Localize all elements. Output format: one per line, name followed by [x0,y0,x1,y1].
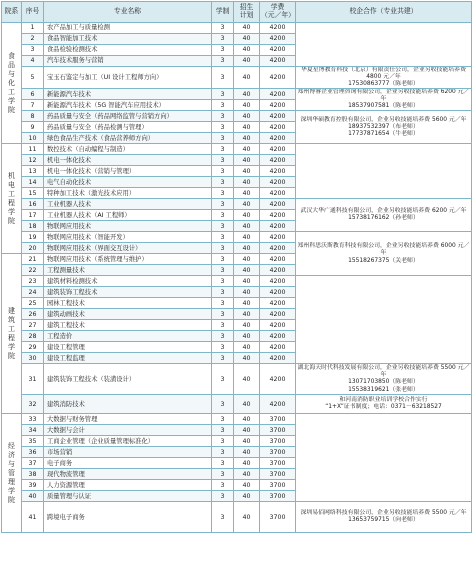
major-name: 物联网应用技术（系统管理与维护） [44,254,212,265]
row-number: 11 [22,144,44,155]
major-name: 电子商务 [44,458,212,469]
study-years: 3 [212,166,234,177]
major-name: 现代物流管理 [44,469,212,480]
row-number: 34 [22,425,44,436]
study-years: 3 [212,133,234,144]
tuition-fee: 4200 [260,320,296,331]
tuition-fee: 4200 [260,221,296,232]
tuition-fee: 4200 [260,155,296,166]
enrollment-plan: 40 [234,23,260,34]
row-number: 25 [22,298,44,309]
table-row [2,276,472,287]
tuition-fee: 3700 [260,447,296,458]
cooperation-info: 郑州博睿企业管理咨询有限公司，企业另收技能培养费 6200 元／年 18537907581（陈老师） [296,89,472,111]
tuition-fee: 4200 [260,287,296,298]
tuition-fee: 3700 [260,414,296,425]
enrollment-plan: 40 [234,353,260,364]
row-number: 20 [22,243,44,254]
cooperation-info: 湖北海天时代科技发展有限公司，企业另收技能培养费 5500 元／年 13071703850（陈老师） 15538319621（张老师） [296,364,472,395]
row-number: 32 [22,395,44,414]
major-name: 工业机器人技术（AI 工程师） [44,210,212,221]
enrollment-plan: 40 [234,232,260,243]
enrollment-table-wrapper [1,1,471,574]
row-number: 12 [22,155,44,166]
enrollment-plan: 40 [234,469,260,480]
enrollment-plan: 40 [234,458,260,469]
row-number: 10 [22,133,44,144]
study-years: 3 [212,395,234,414]
header-years: 学制 [212,2,234,23]
row-number: 19 [22,232,44,243]
tuition-fee: 3700 [260,458,296,469]
table-body [2,23,472,533]
enrollment-plan: 40 [234,254,260,265]
major-name: 农产品加工与质量检测 [44,23,212,34]
enrollment-plan: 40 [234,133,260,144]
enrollment-plan: 40 [234,309,260,320]
cooperation-info [296,23,472,67]
row-number: 30 [22,353,44,364]
enrollment-plan: 40 [234,502,260,533]
major-name: 人力资源管理 [44,480,212,491]
row-number: 18 [22,221,44,232]
college-name: 经济与管理学院 [2,414,22,533]
major-name: 园林工程技术 [44,298,212,309]
major-name: 机电一体化技术 [44,155,212,166]
study-years: 3 [212,342,234,353]
tuition-fee: 3700 [260,480,296,491]
major-name: 建筑装饰工程技术 [44,287,212,298]
table-row [2,502,472,533]
row-number: 21 [22,254,44,265]
row-number: 41 [22,502,44,533]
major-name: 建筑动画技术 [44,309,212,320]
major-name: 大数据与财务管理 [44,414,212,425]
study-years: 3 [212,287,234,298]
tuition-fee: 4200 [260,133,296,144]
enrollment-plan: 40 [234,447,260,458]
tuition-fee: 4200 [260,309,296,320]
study-years: 3 [212,232,234,243]
tuition-fee: 4200 [260,243,296,254]
row-number: 37 [22,458,44,469]
major-name: 食品智能加工技术 [44,34,212,45]
major-name: 工业机器人技术 [44,199,212,210]
cooperation-info [296,414,472,502]
enrollment-plan: 40 [234,210,260,221]
header-major: 专业名称 [44,2,212,23]
row-number: 29 [22,342,44,353]
enrollment-plan: 40 [234,414,260,425]
college-name: 机电工程学院 [2,144,22,254]
enrollment-plan: 40 [234,320,260,331]
row-number: 23 [22,276,44,287]
study-years: 3 [212,491,234,502]
header-fee: 学费 （元／年） [260,2,296,23]
enrollment-plan: 40 [234,395,260,414]
table-row [2,199,472,210]
study-years: 3 [212,353,234,364]
row-number: 22 [22,265,44,276]
tuition-fee: 4200 [260,364,296,395]
major-name: 新能源汽车技术（5G 智能汽车应用技术） [44,100,212,111]
tuition-fee: 3700 [260,491,296,502]
study-years: 3 [212,100,234,111]
study-years: 3 [212,210,234,221]
major-name: 物联网应用技术（智能开发） [44,232,212,243]
tuition-fee: 4200 [260,395,296,414]
study-years: 3 [212,111,234,122]
major-name: 建筑消防技术 [44,395,212,414]
college-name: 建筑工程学院 [2,254,22,414]
enrollment-plan: 40 [234,276,260,287]
major-name: 质量管理与认证 [44,491,212,502]
enrollment-plan: 40 [234,56,260,67]
study-years: 3 [212,436,234,447]
major-name: 药品质量与安全（药品检测与管理） [44,122,212,133]
tuition-fee: 4200 [260,342,296,353]
tuition-fee: 4200 [260,144,296,155]
major-name: 建筑材料检测技术 [44,276,212,287]
enrollment-plan: 40 [234,177,260,188]
study-years: 3 [212,243,234,254]
study-years: 3 [212,320,234,331]
major-name: 特种加工技术（激光技术应用） [44,188,212,199]
enrollment-plan: 40 [234,34,260,45]
tuition-fee: 4200 [260,111,296,122]
tuition-fee: 3700 [260,425,296,436]
row-number: 15 [22,188,44,199]
tuition-fee: 4200 [260,276,296,287]
study-years: 3 [212,177,234,188]
tuition-fee: 4200 [260,89,296,100]
study-years: 3 [212,188,234,199]
row-number: 24 [22,287,44,298]
major-name: 宝玉石鉴定与加工（UI 设计工程师方向） [44,67,212,89]
study-years: 3 [212,155,234,166]
tuition-fee: 3700 [260,469,296,480]
cooperation-info [296,144,472,199]
tuition-fee: 4200 [260,122,296,133]
row-number: 26 [22,309,44,320]
row-number: 16 [22,199,44,210]
major-name: 数控技术（自动编程与制造） [44,144,212,155]
enrollment-plan: 40 [234,243,260,254]
study-years: 3 [212,265,234,276]
header-no: 序号 [22,2,44,23]
study-years: 3 [212,144,234,155]
tuition-fee: 3700 [260,502,296,533]
row-number: 39 [22,480,44,491]
tuition-fee: 4200 [260,23,296,34]
header-college: 院系 [2,2,22,23]
row-number: 6 [22,89,44,100]
major-name: 工程测量技术 [44,265,212,276]
study-years: 3 [212,122,234,133]
tuition-fee: 4200 [260,45,296,56]
study-years: 3 [212,331,234,342]
enrollment-plan: 40 [234,436,260,447]
study-years: 3 [212,34,234,45]
header-row [2,2,472,23]
study-years: 3 [212,458,234,469]
major-name: 绿色食品生产技术（食品营养师方向） [44,133,212,144]
major-name: 建设工程监理 [44,353,212,364]
tuition-fee: 4200 [260,254,296,265]
enrollment-plan: 40 [234,287,260,298]
table-row [2,232,472,243]
row-number: 1 [22,23,44,34]
study-years: 3 [212,199,234,210]
tuition-fee: 4200 [260,199,296,210]
row-number: 38 [22,469,44,480]
row-number: 27 [22,320,44,331]
major-name: 汽车技术服务与营销 [44,56,212,67]
enrollment-plan: 40 [234,298,260,309]
enrollment-plan: 40 [234,45,260,56]
study-years: 3 [212,469,234,480]
major-name: 工商企业管理（企业质量管理标准化） [44,436,212,447]
row-number: 7 [22,100,44,111]
enrollment-plan: 40 [234,364,260,395]
major-name: 药品质量与安全（药品网络监管与营销方向） [44,111,212,122]
enrollment-plan: 40 [234,331,260,342]
enrollment-plan: 40 [234,265,260,276]
major-name: 机电一体化技术（营销与管理） [44,166,212,177]
enrollment-plan: 40 [234,122,260,133]
study-years: 3 [212,276,234,287]
study-years: 3 [212,56,234,67]
tuition-fee: 4200 [260,210,296,221]
enrollment-plan: 40 [234,89,260,100]
row-number: 40 [22,491,44,502]
major-name: 工程造价 [44,331,212,342]
study-years: 3 [212,221,234,232]
table-row [2,111,472,122]
tuition-fee: 4200 [260,100,296,111]
tuition-fee: 4200 [260,177,296,188]
table-row [2,23,472,34]
tuition-fee: 3700 [260,436,296,447]
enrollment-plan: 40 [234,199,260,210]
row-number: 14 [22,177,44,188]
row-number: 17 [22,210,44,221]
cooperation-info: 深圳易佰网络科技有限公司，企业另收技能培养费 5500 元／年 13653759715（向老师） [296,502,472,533]
row-number: 9 [22,122,44,133]
study-years: 3 [212,425,234,436]
study-years: 3 [212,364,234,395]
enrollment-plan: 40 [234,491,260,502]
cooperation-info [296,276,472,364]
row-number: 5 [22,67,44,89]
tuition-fee: 4200 [260,298,296,309]
tuition-fee: 4200 [260,232,296,243]
college-name: 食品与化工学院 [2,23,22,144]
tuition-fee: 4200 [260,353,296,364]
tuition-fee: 4200 [260,188,296,199]
study-years: 3 [212,414,234,425]
major-name: 建筑工程技术 [44,320,212,331]
enrollment-plan: 40 [234,188,260,199]
header-coop: 校企合作（专业共建） [296,2,472,23]
table-row [2,395,472,414]
enrollment-plan: 40 [234,67,260,89]
row-number: 13 [22,166,44,177]
cooperation-info: 郑州科思沃斯教育科技有限公司，企业另收技能培养费 6000 元／年 15518267375（关老师） [296,232,472,276]
tuition-fee: 4200 [260,67,296,89]
row-number: 36 [22,447,44,458]
row-number: 4 [22,56,44,67]
row-number: 33 [22,414,44,425]
tuition-fee: 4200 [260,331,296,342]
enrollment-plan: 40 [234,480,260,491]
study-years: 3 [212,447,234,458]
enrollment-plan: 40 [234,221,260,232]
row-number: 35 [22,436,44,447]
major-name: 跨境电子商务 [44,502,212,533]
study-years: 3 [212,89,234,100]
row-number: 28 [22,331,44,342]
study-years: 3 [212,45,234,56]
cooperation-info: 和河南消防职业培训学校合作实行 “1+X”证书制度；电话：0371－63218527 [296,395,472,414]
enrollment-plan: 40 [234,425,260,436]
enrollment-plan: 40 [234,111,260,122]
row-number: 2 [22,34,44,45]
cooperation-info: 深圳华硕教育控股有限公司，企业另收技能培养费 5600 元／年 18937532397（布老师） 17737871654（牛老师） [296,111,472,144]
cooperation-info: 华夏星博教育科技（北京）有限责任公司，企业另收技能培养费 4800 元／年 17530863777（陈老师） [296,67,472,89]
table-row [2,67,472,89]
study-years: 3 [212,502,234,533]
table-row [2,89,472,100]
study-years: 3 [212,298,234,309]
header-plan: 招生 计划 [234,2,260,23]
major-name: 物联网应用技术（界面交互设计） [44,243,212,254]
tuition-fee: 4200 [260,265,296,276]
tuition-fee: 4200 [260,56,296,67]
study-years: 3 [212,480,234,491]
row-number: 8 [22,111,44,122]
row-number: 31 [22,364,44,395]
study-years: 3 [212,254,234,265]
study-years: 3 [212,309,234,320]
table-row [2,144,472,155]
major-name: 大数据与会计 [44,425,212,436]
enrollment-plan: 40 [234,144,260,155]
table-row [2,364,472,395]
study-years: 3 [212,67,234,89]
cooperation-info: 武汉大华广通科技有限公司，企业另收技能培养费 6200 元／年 15738176162（孙老师） [296,199,472,232]
major-name: 电气自动化技术 [44,177,212,188]
major-name: 建设工程管理 [44,342,212,353]
tuition-fee: 4200 [260,166,296,177]
major-name: 建筑装饰工程技术（装潢设计） [44,364,212,395]
study-years: 3 [212,23,234,34]
enrollment-plan: 40 [234,155,260,166]
enrollment-plan: 40 [234,166,260,177]
major-name: 物联网应用技术 [44,221,212,232]
enrollment-plan: 40 [234,100,260,111]
major-name: 新能源汽车技术 [44,89,212,100]
enrollment-plan: 40 [234,342,260,353]
tuition-fee: 4200 [260,34,296,45]
row-number: 3 [22,45,44,56]
major-name: 市场营销 [44,447,212,458]
table-row [2,414,472,425]
enrollment-table [1,1,472,533]
major-name: 食品检验检测技术 [44,45,212,56]
